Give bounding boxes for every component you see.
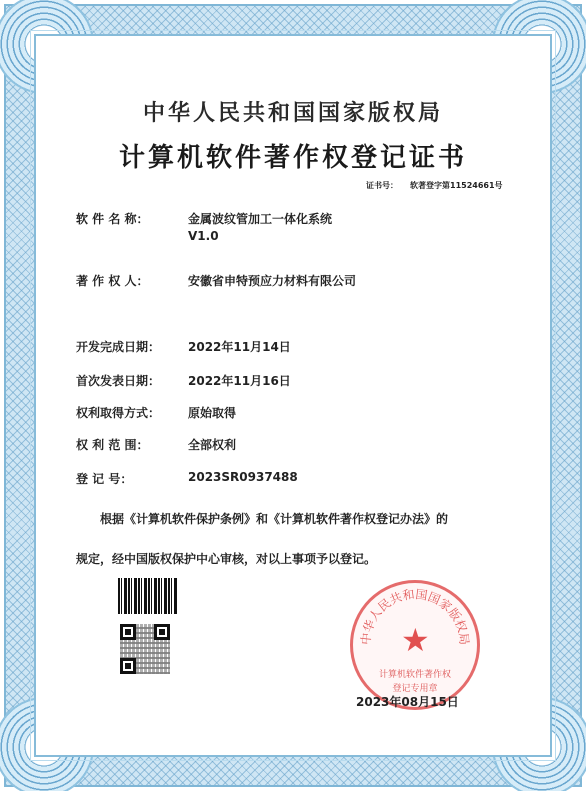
field-label: 权利取得方式： <box>76 406 161 420</box>
qr-code-icon <box>120 624 170 674</box>
issue-date: 2023年08月15日 <box>356 695 459 709</box>
field-value: 2023SR0937488 <box>188 470 298 484</box>
field-label: 软 件 名 称： <box>76 212 149 226</box>
statement-line: 根据《计算机软件保护条例》和《计算机软件著作权登记办法》的 <box>100 512 449 526</box>
certificate-title: 计算机软件著作权登记证书 <box>118 143 467 173</box>
registration-statement <box>76 504 516 574</box>
field-label: 著 作 权 人： <box>76 274 149 288</box>
field-value: 金属波纹管加工一体化系统 <box>188 212 333 226</box>
certificate-number-value: 软著登字第11524661号 <box>410 181 503 190</box>
field-pub-date <box>76 372 291 389</box>
barcode-icon <box>118 578 178 614</box>
field-software-name <box>76 210 332 243</box>
seal-line-1: 计算机软件著作权 <box>378 670 451 680</box>
field-reg-no <box>76 470 298 487</box>
field-label: 权 利 范 围： <box>76 438 149 452</box>
field-rights-scope <box>76 436 236 453</box>
field-value: 安徽省申特预应力材料有限公司 <box>188 274 357 288</box>
seal-line-2: 登记专用章 <box>392 684 438 694</box>
field-label: 登 记 号： <box>76 472 133 486</box>
field-label: 首次发表日期： <box>76 374 161 388</box>
statement-line: 规定，经中国版权保护中心审核，对以上事项予以登记。 <box>76 552 377 566</box>
certificate-number <box>366 180 503 191</box>
field-value: 原始取得 <box>188 406 237 420</box>
field-dev-date <box>76 338 291 355</box>
field-value: 2022年11月14日 <box>188 340 291 354</box>
field-value: 全部权利 <box>188 438 237 452</box>
official-seal <box>350 580 480 710</box>
field-value: 2022年11月16日 <box>188 374 291 388</box>
field-copyright-owner <box>76 272 356 289</box>
field-acquire-method <box>76 404 236 421</box>
seal-ring-text: 中华人民共和国国家版权局 <box>358 587 472 646</box>
star-icon: ★ <box>401 621 430 659</box>
title-block <box>0 96 586 174</box>
software-version: V1.0 <box>188 229 219 243</box>
certificate-number-label: 证书号： <box>366 181 398 190</box>
field-label: 开发完成日期： <box>76 340 161 354</box>
issuing-authority: 中华人民共和国国家版权局 <box>142 100 443 126</box>
